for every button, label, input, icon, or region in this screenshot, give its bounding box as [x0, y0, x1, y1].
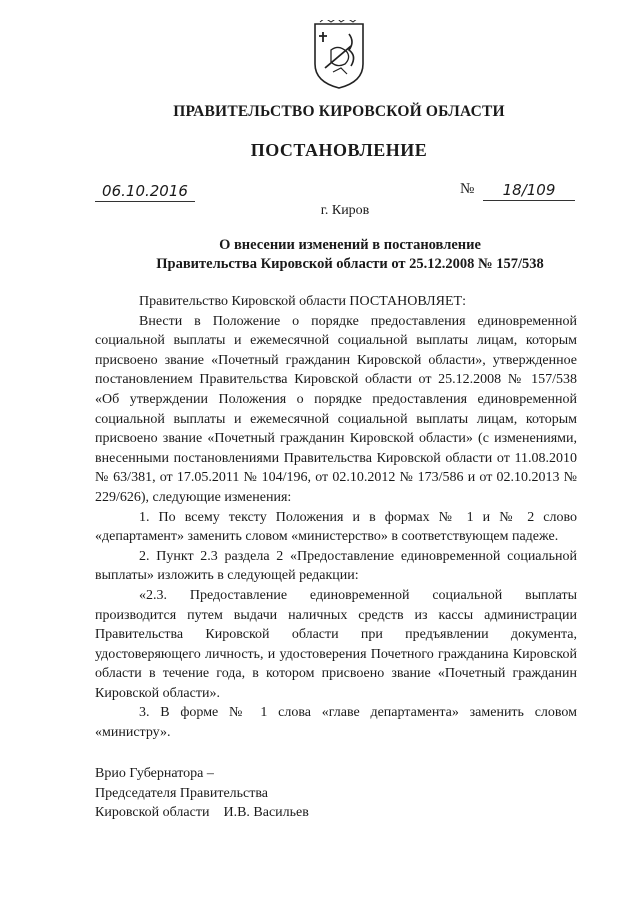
number-label: № — [460, 181, 475, 197]
signature-line-2: Председателя Правительства — [95, 785, 269, 801]
subject-line-1: О внесении изменений в постановление — [219, 237, 481, 253]
body-paragraph-4: 2. Пункт 2.3 раздела 2 «Предоставление единовременной социальной выплаты» изложить в следующей редакции: — [95, 548, 577, 584]
body-paragraph-6: 3. В форме № 1 слова «главе департамента» заменить словом «министру». — [95, 705, 577, 741]
document-type-title: ПОСТАНОВЛЕНИЕ — [250, 140, 428, 160]
subject-line-2: Правительства Кировской области от 25.12.2008 № 157/538 — [156, 256, 544, 272]
body-paragraph-1: Правительство Кировской области ПОСТАНОВЛЯЕТ: — [139, 294, 466, 309]
body-paragraph-2: Внести в Положение о порядке предоставления единовременной социальной выплаты и ежемесячной социальной выплаты лицам, которым присвоено звание «Почетный гражданин Кировской области», утвержденное постановлением Правительства Кировской области от 25.12.2008 № 157/538 «Об утверждении Положения о порядке предоставления единовременной социальной выплаты и ежемесячной социальной выплаты лицам, которым присвоено звание «Почетный гражданин Кировской области» (с изменениями, внесенными постановлениями Правительства Кировской области от 11.08.2010 № 63/381, от 17.05.2011 № 104/196, от 02.10.2012 № 173/586 и от 02.10.2013 № 229/626), следующие изменения: — [95, 313, 577, 505]
body-paragraph-5: «2.3. Предоставление единовременной социальной выплаты производится путем выдачи наличных средств из кассы администрации Правительства Кировской области при предъявлении документа, удостоверяющего личность, и удостоверения Почетного гражданина Кировской области в течение года, в котором присвоено звание «Почетный гражданин Кировской области». — [95, 587, 577, 701]
city: г. Киров — [320, 203, 370, 218]
body-paragraph-3: 1. По всему тексту Положения и в формах № 1 и № 2 слово «департамент» заменить словом «министерство» в соответствующем падеже. — [95, 509, 577, 545]
signatory-name: И.В. Васильев — [223, 805, 309, 820]
document-date: 06.10.2016 — [95, 182, 195, 202]
document-body — [95, 292, 577, 743]
signature-line-1: Врио Губернатора – — [95, 766, 214, 781]
document-subject — [100, 236, 600, 274]
signature-region: Кировской области — [95, 805, 210, 820]
signature-line-3 — [95, 803, 309, 823]
document-number: 18/109 — [483, 181, 575, 201]
coat-of-arms-emblem — [311, 20, 367, 90]
signature-block — [95, 764, 309, 823]
government-title: ПРАВИТЕЛЬСТВО КИРОВСКОЙ ОБЛАСТИ — [173, 103, 505, 120]
